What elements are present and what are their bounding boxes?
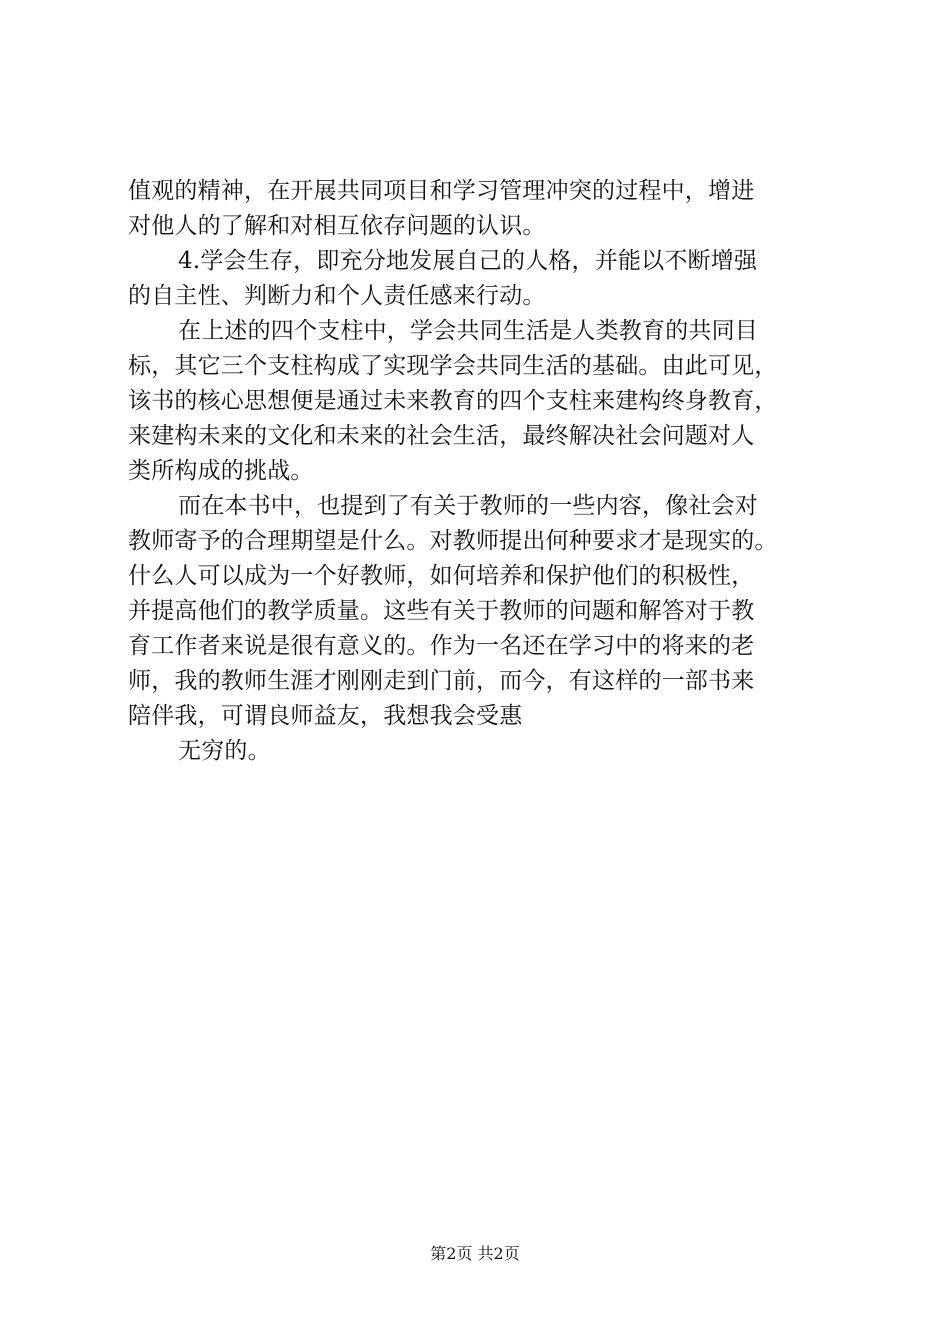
page-footer: 第2页 共2页 bbox=[430, 1244, 520, 1263]
text-line: 并提高他们的教学质量。这些有关于教师的问题和解答对于教 bbox=[128, 598, 755, 624]
text-line: 对他人的了解和对相互依存问题的认识。 bbox=[128, 213, 546, 239]
text-line: 在上述的四个支柱中，学会共同生活是人类教育的共同目 bbox=[178, 318, 758, 344]
document-body bbox=[128, 174, 828, 769]
text-line: 教师寄予的合理期望是什么。对教师提出何种要求才是现实的。 bbox=[128, 528, 778, 554]
text-line: 4.学会生存，即充分地发展自己的人格，并能以不断增强 bbox=[178, 248, 758, 274]
text-line: 该书的核心思想便是通过未来教育的四个支柱来建构终身教育， bbox=[128, 388, 778, 414]
text-line: 类所构成的挑战。 bbox=[128, 458, 314, 484]
text-line: 无穷的。 bbox=[178, 738, 271, 764]
text-line: 来建构未来的文化和未来的社会生活，最终解决社会问题对人 bbox=[128, 423, 755, 449]
text-line: 陪伴我，可谓良师益友，我想我会受惠 bbox=[128, 703, 523, 729]
text-line: 而在本书中，也提到了有关于教师的一些内容，像社会对 bbox=[178, 493, 758, 519]
text-line: 师，我的教师生涯才刚刚走到门前，而今，有这样的一部书来 bbox=[128, 668, 755, 694]
text-line: 值观的精神，在开展共同项目和学习管理冲突的过程中，增进 bbox=[128, 178, 755, 204]
text-line: 什么人可以成为一个好教师，如何培养和保护他们的积极性， bbox=[128, 563, 755, 589]
text-line: 的自主性、判断力和个人责任感来行动。 bbox=[128, 283, 546, 309]
text-line: 标，其它三个支柱构成了实现学会共同生活的基础。由此可见， bbox=[128, 353, 778, 379]
text-line: 育工作者来说是很有意义的。作为一名还在学习中的将来的老 bbox=[128, 633, 755, 659]
